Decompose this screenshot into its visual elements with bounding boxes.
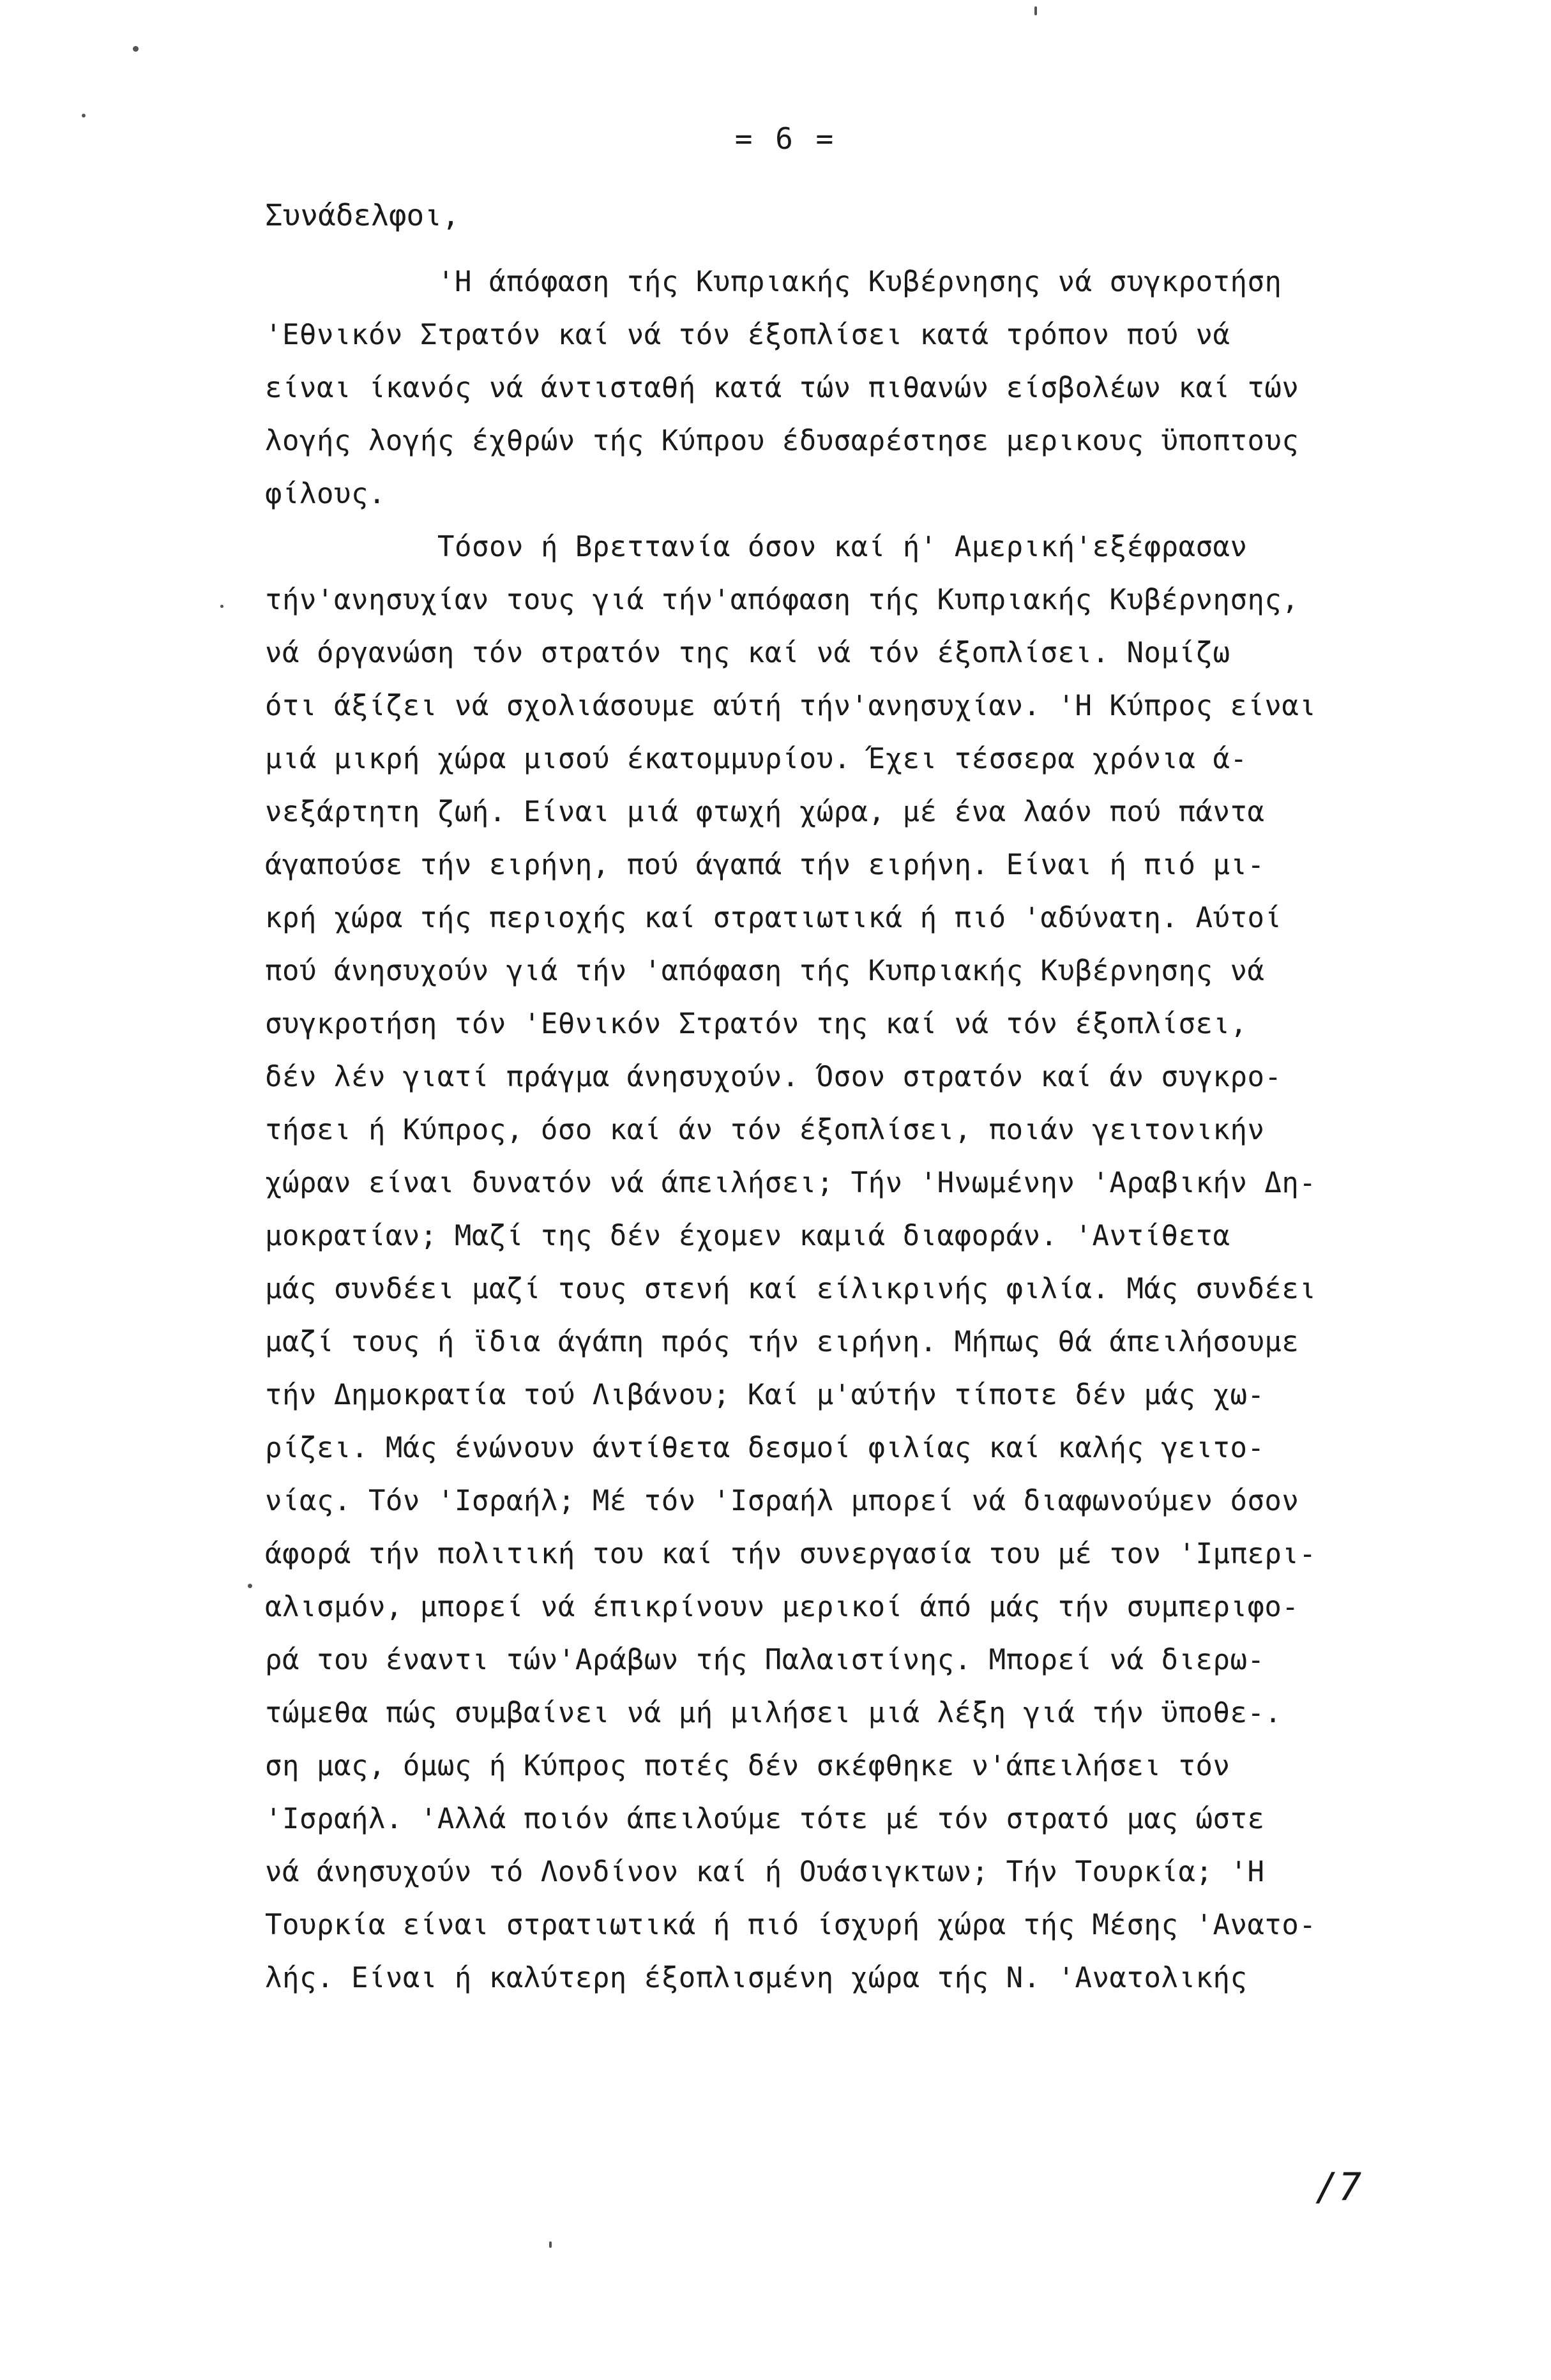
- scan-speck: [82, 114, 86, 117]
- text-line: άγαπούσε τήν ειρήνη, πού άγαπά τήν ειρήνη. Είναι ή πιό μι-: [265, 849, 1265, 881]
- text-line: Τουρκία είναι στρατιωτικά ή πιό ίσχυρή χώρα τής Μέσης 'Ανατο-: [265, 1909, 1317, 1941]
- text-line: είναι ίκανός νά άντισταθή κατά τών πιθανών είσβολέων καί τών: [265, 372, 1299, 404]
- text-line: μάς συνδέει μαζί τους στενή καί είλικρινής φιλία. Μάς συνδέει: [265, 1273, 1317, 1305]
- text-line: ρά του έναντι τών'Αράβων τής Παλαιστίνης. Μπορεί νά διερω-: [265, 1644, 1265, 1676]
- text-line: 'Εθνικόν Στρατόν καί νά τόν έξοπλίσει κατά τρόπον πού νά: [265, 319, 1230, 351]
- text-line: κρή χώρα τής περιοχής καί στρατιωτικά ή πιό 'αδύνατη. Αύτοί: [265, 902, 1282, 934]
- text-line: Τόσον ή Βρεττανία όσον καί ή' Αμερική'εξέφρασαν: [437, 531, 1248, 563]
- text-line: νά άνησυχούν τό Λονδίνον καί ή Ουάσιγκτων; Τήν Τουρκία; 'Η: [265, 1856, 1265, 1888]
- body-text: [265, 255, 1478, 2005]
- scan-speck: [248, 1584, 252, 1588]
- text-line: 'Ισραήλ. 'Αλλά ποιόν άπειλούμε τότε μέ τόν στρατό μας ώστε: [265, 1803, 1265, 1835]
- scan-speck: [549, 2241, 552, 2248]
- scan-speck: [133, 46, 139, 52]
- text-line: νεξάρτητη ζωή. Είναι μιά φτωχή χώρα, μέ ένα λαόν πού πάντα: [265, 796, 1265, 828]
- text-line: τώμεθα πώς συμβαίνει νά μή μιλήσει μιά λέξη γιά τήν ϋποθε-.: [265, 1697, 1282, 1729]
- text-line: μαζί τους ή ϊδια άγάπη πρός τήν ειρήνη. Μήπως θά άπειλήσουμε: [265, 1326, 1299, 1358]
- text-line: άφορά τήν πολιτική του καί τήν συνεργασία του μέ τον 'Ιμπερι-: [265, 1538, 1317, 1570]
- scan-speck: [1034, 6, 1037, 15]
- text-line: νά όργανώση τόν στρατόν της καί νά τόν έξοπλίσει. Νομίζω: [265, 637, 1230, 669]
- page-number: = 6 =: [734, 121, 836, 156]
- text-line: ση μας, όμως ή Κύπρος ποτές δέν σκέφθηκε ν'άπειλήσει τόν: [265, 1750, 1230, 1782]
- text-line: μιά μικρή χώρα μισού έκατομμυρίου. Έχει τέσσερα χρόνια ά-: [265, 743, 1248, 775]
- text-line: δέν λέν γιατί πράγμα άνησυχούν. Όσον στρατόν καί άν συγκρο-: [265, 1061, 1282, 1093]
- text-line: φίλους.: [265, 478, 386, 510]
- salutation: Συνάδελφοι,: [265, 198, 460, 232]
- scan-speck: [220, 605, 223, 608]
- continuation-mark: /7: [1315, 2165, 1362, 2209]
- text-line: ότι άξίζει νά σχολιάσουμε αύτή τήν'ανησυχίαν. 'Η Κύπρος είναι: [265, 690, 1317, 722]
- text-line: τήν Δημοκρατία τού Λιβάνου; Καί μ'αύτήν τίποτε δέν μάς χω-: [265, 1379, 1265, 1411]
- text-line: χώραν είναι δυνατόν νά άπειλήσει; Τήν 'Ηνωμένην 'Αραβικήν Δη-: [265, 1167, 1317, 1199]
- text-line: πού άνησυχούν γιά τήν 'απόφαση τής Κυπριακής Κυβέρνησης νά: [265, 955, 1265, 987]
- text-line: ρίζει. Μάς ένώνουν άντίθετα δεσμοί φιλίας καί καλής γειτο-: [265, 1432, 1265, 1464]
- text-line: λής. Είναι ή καλύτερη έξοπλισμένη χώρα τής Ν. 'Ανατολικής: [265, 1962, 1248, 1994]
- text-line: αλισμόν, μπορεί νά έπικρίνουν μερικοί άπό μάς τήν συμπεριφο-: [265, 1591, 1299, 1623]
- text-line: μοκρατίαν; Μαζί της δέν έχομεν καμιά διαφοράν. 'Αντίθετα: [265, 1220, 1230, 1252]
- text-line: 'Η άπόφαση τής Κυπριακής Κυβέρνησης νά συγκροτήση: [437, 266, 1282, 298]
- text-line: συγκροτήση τόν 'Εθνικόν Στρατόν της καί νά τόν έξοπλίσει,: [265, 1008, 1248, 1040]
- text-line: τήσει ή Κύπρος, όσο καί άν τόν έξοπλίσει, ποιάν γειτονικήν: [265, 1114, 1265, 1146]
- text-line: νίας. Τόν 'Ισραήλ; Μέ τόν 'Ισραήλ μπορεί νά διαφωνούμεν όσον: [265, 1485, 1299, 1517]
- text-line: λογής λογής έχθρών τής Κύπρου έδυσαρέστησε μερικους ϋποπτους: [265, 425, 1299, 457]
- text-line: τήν'ανησυχίαν τους γιά τήν'απόφαση τής Κυπριακής Κυβέρνησης,: [265, 584, 1299, 616]
